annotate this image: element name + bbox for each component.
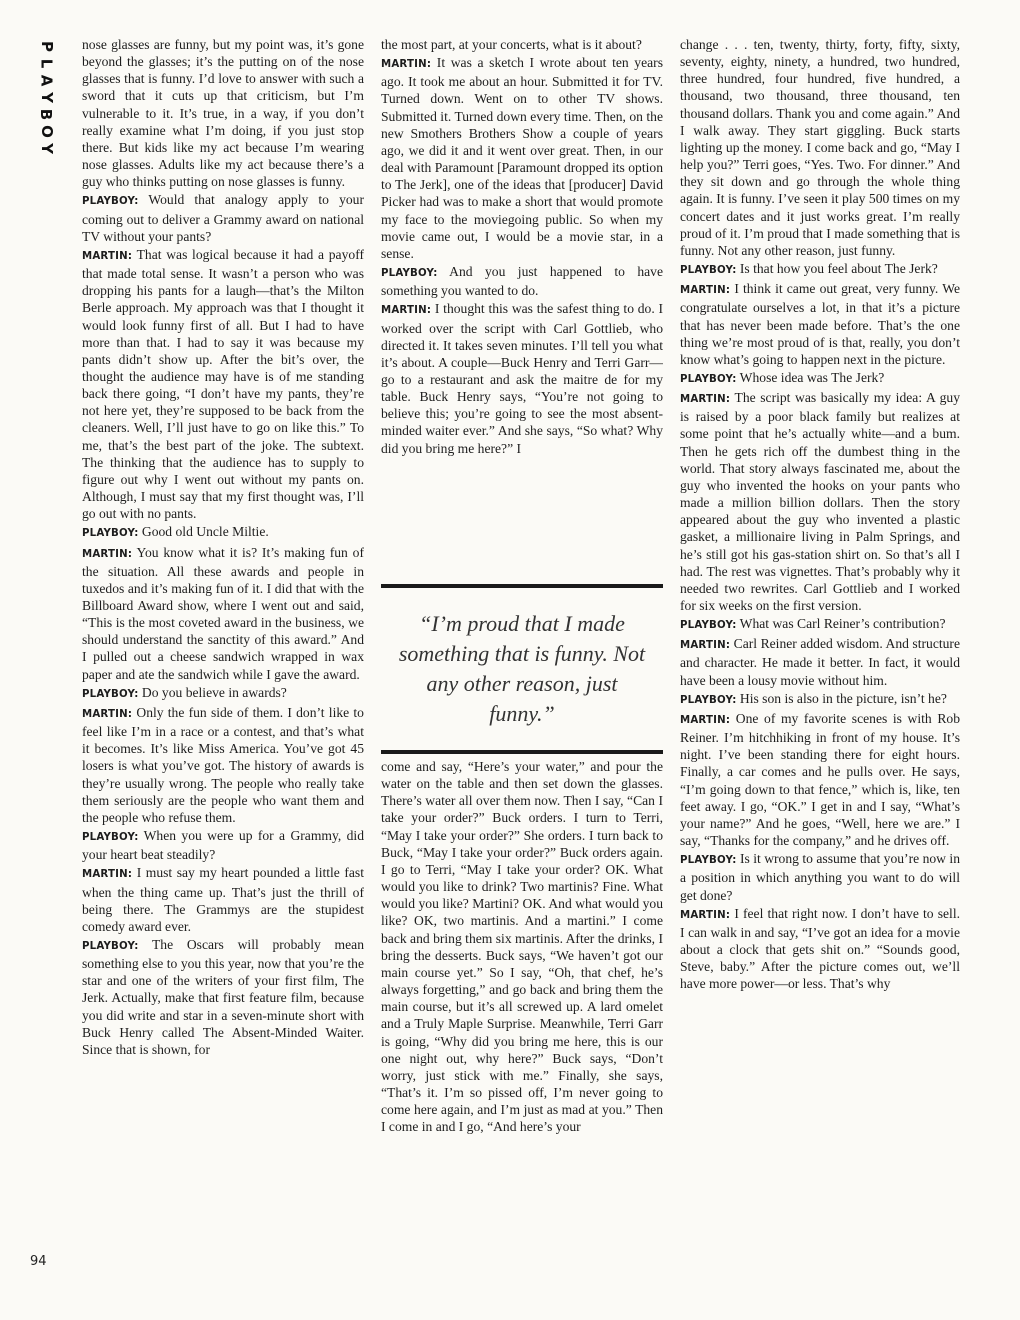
paragraph: [82, 704, 364, 826]
paragraph-text: His son is also in the picture, isn’t he?: [739, 690, 947, 706]
paragraph-text: I thought this was the safest thing to do. I worked over the script with Carl Gottlieb, who directed it. It takes seven minutes. I’ll tell you what it’s about. A couple—Buck Henry and Terri Garr—go to a restaurant and ask the maitre de for my table. Buck Henry says, “You’re not going to believe this; you’re going to see the most absent-minded waiter ever.” And she says, “So what? Why did you bring me here?” I: [381, 301, 663, 456]
paragraph: [680, 615, 960, 634]
paragraph-text: Would that analogy apply to your coming out to deliver a Grammy award on national TV without your pants?: [82, 192, 364, 244]
speaker-label: PLAYBOY:: [680, 620, 737, 632]
speaker-label: MARTIN:: [82, 708, 133, 720]
speaker-label: PLAYBOY:: [381, 268, 438, 280]
speaker-label: PLAYBOY:: [82, 196, 139, 208]
paragraph: come and say, “Here’s your water,” and pour the water on the table and then set down the glasses. There’s water all over them now. Then I say, “Can I take your order?” Buck orders. I turn to Terri, “May I take your order?” She orders. I turn back to Buck, “May I take your order?” Buck orders again. I go to Terri, “May I take your order? OK. What would you like to drink? Two martinis? Fine. What would you like? Martini? OK. And what would you like? OK, two martinis. And a martini.” I come back and bring them six martinis. After the drinks, I bring the desserts. Buck says, “We haven’t got our main course yet.” So I say, “Oh, that chef, he’s always forgetting,” and go back and bring them the main course, but it’s all screwed up. A lard omelet and a Truly Maple Surprise. Meanwhile, Terri Garr is going, “Why did you bring me here, this is our one night out, why here?” Buck says, “Don’t worry, just stick with me.” Finally, she says, “That’s it. I’m so pissed off, I’m never going to come here again, and I’m just as mad at you.” Then I come in and I go, “And here’s your: [381, 759, 663, 1135]
masthead-letter: Y: [37, 143, 56, 154]
masthead-letter: A: [37, 74, 56, 87]
paragraph-text: The Oscars will probably mean something else to you this year, now that you’re the star and one of the writers of your first film, The Jerk. Actually, make that first feature film, because you did write and star in a seven-minute short with Buck Henry called The Absent-Minded Waiter. Since that is shown, for: [82, 936, 364, 1057]
page-number: 94: [30, 1254, 47, 1269]
speaker-label: MARTIN:: [680, 285, 731, 297]
paragraph-text: The script was basically my idea: A guy is raised by a poor black family but realizes at some point that he’s actually white—and a bum. Then he gets rich off the dumbest thing in the world. That story always fascinated me, about the guy who invented the hooks on your pants who made a million billion dollars. Then the story appeared about the guy who invented a plastic gasket, a millionaire living in Palm Springs, and he’s still got his gas-station shirt on. So that’s all I had. The rest was vignettes. That’s probably why it needed two rewrites. Carl Gottlieb and I worked for six weeks on the first version.: [680, 390, 960, 613]
speaker-label: PLAYBOY:: [82, 688, 139, 700]
masthead-letter: O: [37, 125, 56, 138]
column-2-bottom: [381, 758, 663, 1286]
speaker-label: MARTIN:: [381, 59, 432, 71]
paragraph: [680, 850, 960, 903]
paragraph: [680, 369, 960, 388]
speaker-label: MARTIN:: [680, 714, 731, 726]
paragraph: [680, 635, 960, 688]
speaker-label: PLAYBOY:: [82, 528, 139, 540]
speaker-label: MARTIN:: [680, 909, 731, 921]
speaker-label: MARTIN:: [82, 548, 133, 560]
speaker-label: PLAYBOY:: [82, 940, 139, 952]
speaker-label: PLAYBOY:: [680, 694, 737, 706]
paragraph: [82, 936, 364, 1058]
paragraph-text: What was Carl Reiner’s contribution?: [739, 616, 946, 632]
paragraph-text: Is it wrong to assume that you’re now in a position in which anything you want to do will get done?: [680, 851, 960, 903]
paragraph: [381, 263, 663, 299]
column-2-top: [381, 36, 663, 564]
pull-quote: [381, 584, 663, 754]
paragraph-text: Do you believe in awards?: [141, 684, 287, 700]
paragraph: [82, 523, 364, 542]
paragraph: [381, 54, 663, 262]
masthead-letter: Y: [37, 92, 56, 103]
speaker-label: PLAYBOY:: [680, 855, 737, 867]
paragraph: [680, 905, 960, 993]
paragraph: [82, 827, 364, 863]
playboy-masthead: [26, 38, 66, 157]
speaker-label: MARTIN:: [680, 394, 731, 406]
paragraph-text: I feel that right now. I don’t have to sell. I can walk in and say, “I’ve got an idea for a movie about a clock that gets shit on.” “Sounds good, Steve, baby.” After the picture comes out, we’ll have more power—or less. That’s why: [680, 905, 960, 992]
paragraph: [381, 300, 663, 456]
paragraph: [82, 684, 364, 703]
speaker-label: PLAYBOY:: [680, 265, 737, 277]
paragraph: [82, 544, 364, 683]
masthead-letter: B: [37, 108, 56, 121]
pull-quote-text: “I’m proud that I made something that is funny. Not any other reason, just funny.”: [398, 611, 646, 726]
speaker-label: MARTIN:: [680, 640, 731, 652]
paragraph-text: Good old Uncle Miltie.: [141, 524, 269, 540]
masthead-letter: L: [37, 58, 56, 69]
paragraph-text: Carl Reiner added wisdom. And structure and character. He made it better. In fact, it would have been a lousy movie without him.: [680, 636, 960, 688]
speaker-label: MARTIN:: [381, 305, 432, 317]
paragraph-text: I must say my heart pounded a little fast when the thing came up. That’s just the thrill of being there. The Grammys are the stupidest comedy award ever.: [82, 865, 364, 934]
paragraph-text: When you were up for a Grammy, did your heart beat steadily?: [82, 828, 364, 863]
speaker-label: PLAYBOY:: [680, 373, 737, 385]
paragraph: nose glasses are funny, but my point was, it’s gone beyond the glasses; it’s the putting on of the nose glasses that is funny. I’d love to answer with such a sword that it cuts up that criticism, but I’m vulnerable to it. It’s true, in a way, if you don’t really examine what I’m doing, if you just stop there. But kids like my act because I’m wearing nose glasses. Adults like my act because there’s a guy who thinks putting on nose glasses is funny.: [82, 37, 364, 190]
paragraph: [82, 246, 364, 523]
column-1: [82, 36, 364, 1286]
paragraph-text: Whose idea was The Jerk?: [739, 369, 885, 385]
paragraph: [680, 690, 960, 709]
paragraph: [82, 864, 364, 935]
paragraph: [680, 260, 960, 279]
paragraph-text: Is that how you feel about The Jerk?: [739, 261, 938, 277]
column-3: [680, 36, 960, 1286]
paragraph-text: I think it came out great, very funny. We congratulate ourselves a lot, in that it’s a picture that has never been made before. That’s the one thing we’re most proud of is that, really, you don’t know what’s going to happen next in the picture.: [680, 281, 960, 367]
paragraph: [82, 191, 364, 244]
speaker-label: MARTIN:: [82, 250, 133, 262]
paragraph: [680, 280, 960, 368]
paragraph-text: That was logical because it had a payoff that made total sense. It wasn’t a person who was dropping his pants for a laugh—that’s the Milton Berle approach. My approach was that I thought it would look funny first of all. But I had to have more than that. I had to say it was because my pants didn’t show up. After the bit’s over, the thought the audience may have is of me standing back there going, “I don’t have my pants, they’re not here yet, they’re supposed to be back from the cleaners. Well, I’ll just have to go on like this.” To me, that’s the best part of the joke. The subtext. The thinking that the audience has to supply to figure out why I went out without my pants on. Although, I must say that my first thought was, I’ll go out with no pants.: [82, 246, 364, 522]
column-2: [381, 36, 663, 1286]
paragraph-text: And you just happened to have something you wanted to do.: [381, 264, 663, 299]
speaker-label: MARTIN:: [82, 869, 133, 881]
paragraph: the most part, at your concerts, what is it about?: [381, 37, 642, 52]
speaker-label: PLAYBOY:: [82, 832, 139, 844]
paragraph: [680, 710, 960, 849]
paragraph-text: You know what it is? It’s making fun of the situation. All these awards and people in tuxedos and it’s making fun of it. I did that with the Billboard Award show, where I went out and said, “This is the most coveted award in the business, we should understand the sanctity of this award.” And I pulled out a cheese sandwich wrapped in wax paper and ate the sandwich while I gave the award.: [82, 544, 364, 682]
paragraph-text: One of my favorite scenes is with Rob Reiner. I’m hitchhiking in front of my house. It’s night. I’ve been standing there for eight hours. Finally, a car comes and he pulls over. He says, “I’m going down to that fence,” which is, like, ten feet away. I go, “OK.” I get in and I say, “What’s your name?” And he goes, “Well, here we are.” I say, “Thanks for the company,” and he drives off.: [680, 710, 960, 849]
paragraph: change . . . ten, twenty, thirty, forty, fifty, sixty, seventy, eighty, ninety, a hundred, two hundred, three hundred, four hundred, five hundred, a thousand, two thousand, three thousand, ten thousand dollars. Thank you and come again.” And I walk away. They start giggling. Buck starts lighting up the money. I come back and go, “May I help you?” Terri goes, “Yes. Two. For dinner.” And they sit down and go through the whole thing again. It is funny. I’ve seen it play 500 times on my concert dates and it just works great. I’m really proud of it. I’m proud that I made something that is funny. Not any other reason, just funny.: [680, 37, 960, 258]
paragraph: [680, 389, 960, 614]
paragraph-text: It was a sketch I wrote about ten years ago. It took me about an hour. Submitted it for TV. Turned down. Went on to other TV shows. Submitted it. Turned down every time. Then, on the new Smothers Brothers Show a couple of years ago, we did it and it went over great. Then, in our deal with Paramount [Paramount dropped its option to The Jerk], one of the ideas that [producer] David Picker had was to make a short that would promote my face to the moviegoing public. So when my movie came out, I would be a movie star, in a sense.: [381, 55, 663, 261]
paragraph-text: Only the fun side of them. I don’t like to feel like I’m in a race or a contest, and that’s what it becomes. It’s like Miss America. You’ve got 45 losers is what you’ve got. The history of awards is they’re usually wrong. The people who really take them seriously are the people who want them and the people who refuse them.: [82, 704, 364, 825]
masthead-letter: P: [37, 41, 56, 52]
